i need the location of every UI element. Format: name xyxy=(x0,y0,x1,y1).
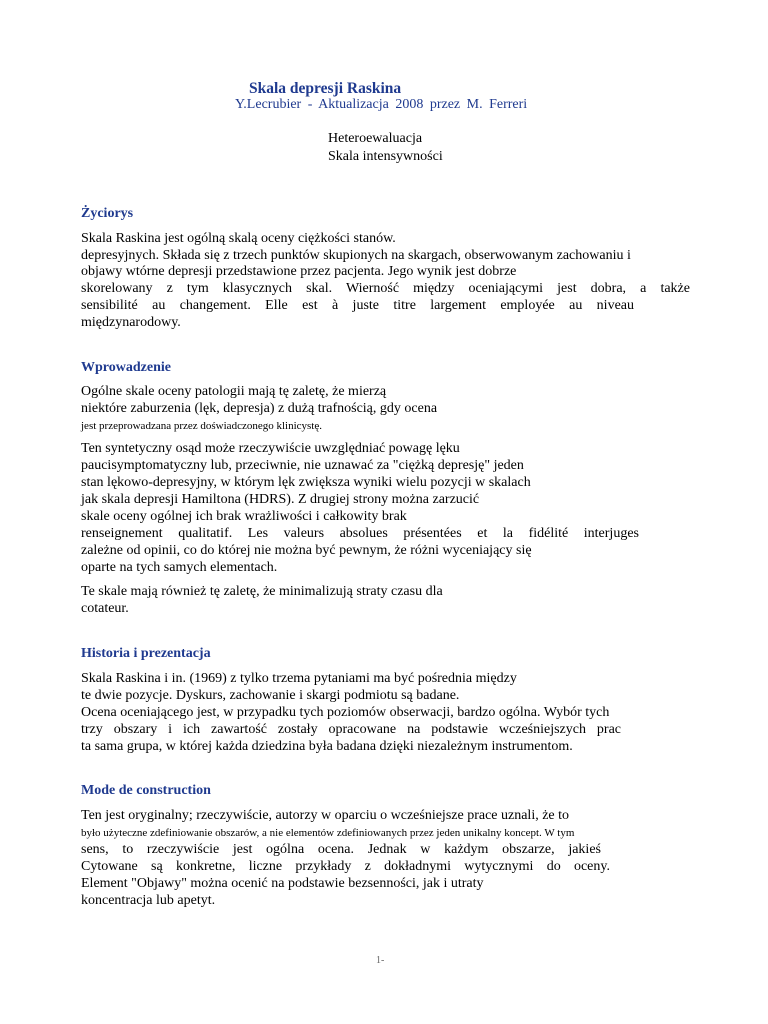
text-line: ta sama grupa, w której każda dziedzina była badana dzięki niezależnym instrumentom. xyxy=(81,739,573,754)
text-line: koncentracja lub apetyt. xyxy=(81,893,216,908)
text-line: międzynarodowy. xyxy=(81,315,181,330)
section-heading-historia: Historia i prezentacja xyxy=(81,646,211,661)
text-line: renseignement qualitatif. Les valeurs absolues présentées et la fidélité interjuges xyxy=(81,526,639,541)
subtitle-skala: Skala intensywności xyxy=(328,149,443,164)
text-line: te dwie pozycje. Dyskurs, zachowanie i skargi podmiotu są badane. xyxy=(81,688,460,703)
section-heading-mode: Mode de construction xyxy=(81,783,211,798)
text-line: zależne od opinii, co do której nie można być pewnym, że różni wyceniający się xyxy=(81,543,532,558)
text-line: sens, to rzeczywiście jest ogólna ocena. Jednak w każdym obszarze, jakieś xyxy=(81,842,601,857)
document-title: Skala depresji Raskina xyxy=(249,80,402,97)
text-line: stan lękowo-depresyjny, w którym lęk zwiększa wyniki wielu pozycji w skalach xyxy=(81,475,531,490)
subtitle-heteroewaluacja: Heteroewaluacja xyxy=(328,131,423,146)
text-line: Cytowane są konkretne, liczne przykłady z dokładnymi wytycznymi do oceny. xyxy=(81,859,610,874)
text-line: Ten syntetyczny osąd może rzeczywiście uwzględniać powagę lęku xyxy=(81,441,460,456)
section-heading-zyciorys: Życiorys xyxy=(81,206,134,221)
text-line: Skala Raskina jest ogólną skalą oceny ciężkości stanów. xyxy=(81,231,396,246)
document-author: Y.Lecrubier - Aktualizacja 2008 przez M. Ferreri xyxy=(235,97,528,112)
text-line: jest przeprowadzana przez doświadczonego klinicystę. xyxy=(81,420,322,432)
text-line: Skala Raskina i in. (1969) z tylko trzema pytaniami ma być pośrednia między xyxy=(81,671,517,686)
text-line: Te skale mają również tę zaletę, że minimalizują straty czasu dla xyxy=(81,584,443,599)
text-line: Ocena oceniającego jest, w przypadku tych poziomów obserwacji, bardzo ogólna. Wybór tych xyxy=(81,705,610,720)
text-line: skale oceny ogólnej ich brak wrażliwości i całkowity brak xyxy=(81,509,407,524)
text-line: sensibilité au changement. Elle est à juste titre largement employée au niveau xyxy=(81,298,634,313)
text-line: cotateur. xyxy=(81,601,129,616)
text-line: paucisymptomatyczny lub, przeciwnie, nie uznawać za "ciężką depresję" jeden xyxy=(81,458,524,473)
text-line: Element "Objawy" można ocenić na podstawie bezsenności, jak i utraty xyxy=(81,876,484,891)
text-line: jak skala depresji Hamiltona (HDRS). Z drugiej strony można zarzucić xyxy=(81,492,480,507)
text-line: oparte na tych samych elementach. xyxy=(81,560,278,575)
section-heading-wprowadzenie: Wprowadzenie xyxy=(81,360,171,375)
text-line: depresyjnych. Składa się z trzech punktów skupionych na skargach, obserwowanym zachowaniu i xyxy=(81,248,631,263)
text-line: niektóre zaburzenia (lęk, depresja) z dużą trafnością, gdy ocena xyxy=(81,401,438,416)
text-line: trzy obszary i ich zawartość zostały opracowane na podstawie wcześniejszych prac xyxy=(81,722,621,737)
page-number: 1- xyxy=(376,955,385,966)
text-line: objawy wtórne depresji przedstawione przez pacjenta. Jego wynik jest dobrze xyxy=(81,264,517,279)
text-line: było użyteczne zdefiniowanie obszarów, a nie elementów zdefiniowanych przez jeden unikalny koncept. W tym xyxy=(81,827,575,839)
text-line: Ogólne skale oceny patologii mają tę zaletę, że mierzą xyxy=(81,384,387,399)
text-line: skorelowany z tym klasycznych skal. Wierność między oceniającymi jest dobra, a także xyxy=(81,281,690,296)
text-line: Ten jest oryginalny; rzeczywiście, autorzy w oparciu o wcześniejsze prace uznali, że to xyxy=(81,808,570,823)
